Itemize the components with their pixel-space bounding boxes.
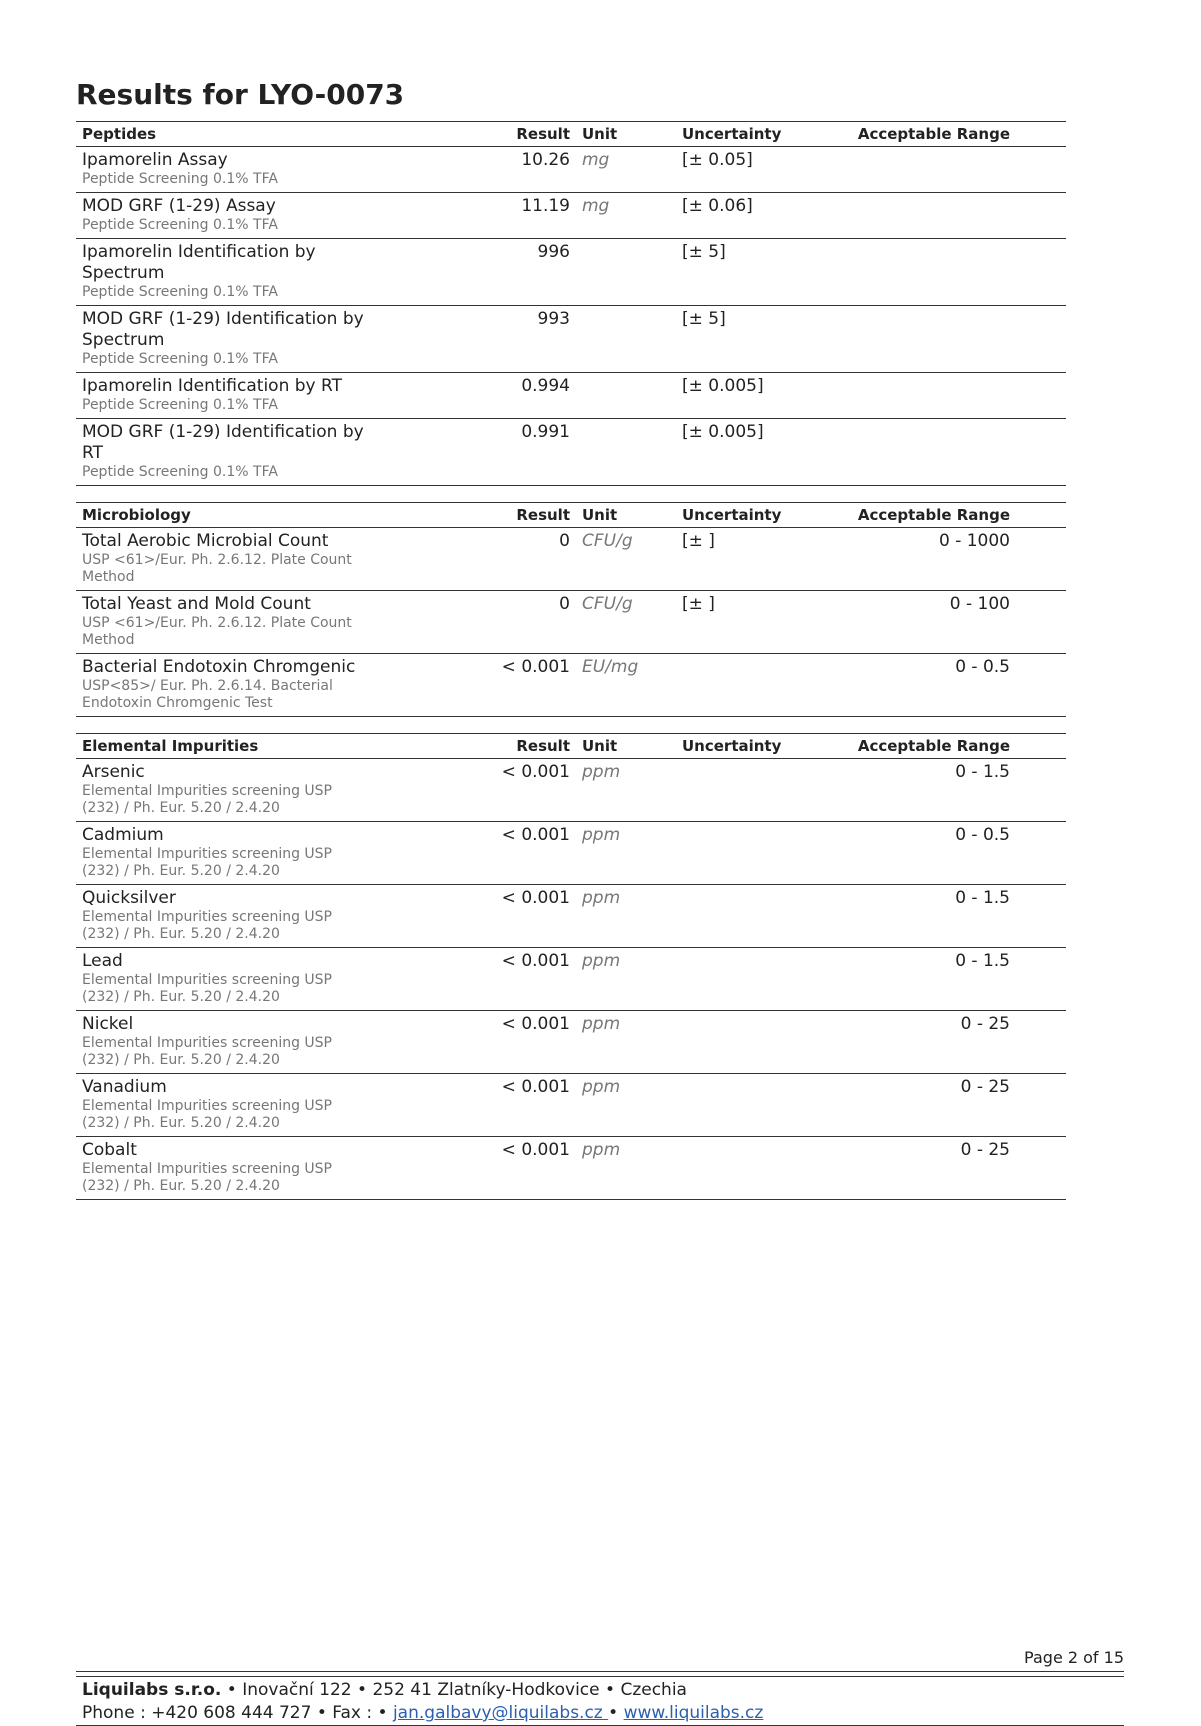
table-row xyxy=(76,147,1066,193)
unit-value xyxy=(576,419,676,486)
unit-value-text: ppm xyxy=(582,1077,621,1097)
result-value: < 0.001 xyxy=(372,948,576,1011)
column-header-spacer xyxy=(1016,122,1066,147)
test-cell xyxy=(76,759,372,822)
link-separator: • xyxy=(608,1703,624,1723)
test-cell xyxy=(76,591,372,654)
acceptable-range-value: 0 - 1.5 xyxy=(826,759,1016,822)
unit-value xyxy=(576,948,676,1011)
test-method: USP <61>/Eur. Ph. 2.6.12. Plate Count Method xyxy=(82,552,352,585)
spacer-cell xyxy=(1016,419,1066,486)
email-link[interactable]: jan.galbavy@liquilabs.cz xyxy=(392,1703,609,1723)
test-method: Peptide Screening 0.1% TFA xyxy=(82,351,278,367)
section-header: Microbiology xyxy=(76,503,372,528)
results-sections xyxy=(76,121,1066,1216)
unit-value xyxy=(576,654,676,717)
table-row xyxy=(76,654,1066,717)
test-name: MOD GRF (1-29) Identification by Spectrum xyxy=(82,309,364,350)
unit-value xyxy=(576,1011,676,1074)
unit-value xyxy=(576,528,676,591)
test-cell xyxy=(76,885,372,948)
spacer-cell xyxy=(1016,528,1066,591)
results-table-elemental-impurities xyxy=(76,733,1066,1200)
column-header-spacer xyxy=(1016,503,1066,528)
test-cell xyxy=(76,1011,372,1074)
column-header-result: Result xyxy=(372,503,576,528)
test-cell xyxy=(76,948,372,1011)
uncertainty-value: [± 0.005] xyxy=(676,373,826,419)
test-name: Ipamorelin Assay xyxy=(82,150,228,170)
test-method: Elemental Impurities screening USP (232) / Ph. Eur. 5.20 / 2.4.20 xyxy=(82,783,333,816)
test-name: Total Yeast and Mold Count xyxy=(82,594,311,614)
column-header-acceptable-range: Acceptable Range xyxy=(826,122,1016,147)
spacer-cell xyxy=(1016,822,1066,885)
test-method: Elemental Impurities screening USP (232) / Ph. Eur. 5.20 / 2.4.20 xyxy=(82,1035,333,1068)
acceptable-range-value: 0 - 1000 xyxy=(826,528,1016,591)
test-method: Peptide Screening 0.1% TFA xyxy=(82,397,278,413)
test-method: Elemental Impurities screening USP (232) / Ph. Eur. 5.20 / 2.4.20 xyxy=(82,909,333,942)
test-method: Elemental Impurities screening USP (232) / Ph. Eur. 5.20 / 2.4.20 xyxy=(82,846,333,879)
spacer-cell xyxy=(1016,239,1066,306)
unit-value-text: ppm xyxy=(582,762,621,782)
result-value: 0 xyxy=(372,591,576,654)
section-header: Elemental Impurities xyxy=(76,734,372,759)
column-header-result: Result xyxy=(372,122,576,147)
test-cell xyxy=(76,528,372,591)
result-value: 0 xyxy=(372,528,576,591)
unit-value-text: EU/mg xyxy=(582,657,639,677)
company-name: Liquilabs s.r.o. xyxy=(82,1680,222,1700)
page-title: Results for LYO-0073 xyxy=(76,78,405,111)
acceptable-range-value xyxy=(826,239,1016,306)
uncertainty-value: [± ] xyxy=(676,528,826,591)
column-header-result: Result xyxy=(372,734,576,759)
company-address: • Inovační 122 • 252 41 Zlatníky-Hodkovice • Czechia xyxy=(221,1680,687,1700)
acceptable-range-value xyxy=(826,147,1016,193)
uncertainty-value xyxy=(676,948,826,1011)
result-value: < 0.001 xyxy=(372,885,576,948)
unit-value xyxy=(576,591,676,654)
unit-value xyxy=(576,147,676,193)
unit-value xyxy=(576,306,676,373)
unit-value-text: CFU/g xyxy=(582,531,633,551)
company-address-line xyxy=(76,1680,1124,1700)
table-row xyxy=(76,885,1066,948)
result-value: < 0.001 xyxy=(372,1011,576,1074)
unit-value xyxy=(576,1074,676,1137)
test-method: Elemental Impurities screening USP (232) / Ph. Eur. 5.20 / 2.4.20 xyxy=(82,972,333,1005)
table-row xyxy=(76,373,1066,419)
table-row xyxy=(76,528,1066,591)
uncertainty-value: [± 5] xyxy=(676,306,826,373)
acceptable-range-value: 0 - 1.5 xyxy=(826,885,1016,948)
result-value: 996 xyxy=(372,239,576,306)
website-link[interactable]: www.liquilabs.cz xyxy=(623,1703,764,1723)
unit-value-text: mg xyxy=(582,196,610,216)
uncertainty-value xyxy=(676,1137,826,1200)
unit-value-text: ppm xyxy=(582,951,621,971)
test-name: Bacterial Endotoxin Chromgenic xyxy=(82,657,356,677)
unit-value xyxy=(576,1137,676,1200)
spacer-cell xyxy=(1016,1011,1066,1074)
table-row xyxy=(76,948,1066,1011)
uncertainty-value: [± 5] xyxy=(676,239,826,306)
unit-value xyxy=(576,759,676,822)
test-cell xyxy=(76,306,372,373)
uncertainty-value: [± 0.06] xyxy=(676,193,826,239)
unit-value-text: ppm xyxy=(582,825,621,845)
section-header: Peptides xyxy=(76,122,372,147)
test-name: Ipamorelin Identification by RT xyxy=(82,376,342,396)
spacer-cell xyxy=(1016,1074,1066,1137)
result-value: 0.991 xyxy=(372,419,576,486)
result-value: < 0.001 xyxy=(372,654,576,717)
unit-value xyxy=(576,373,676,419)
test-name: MOD GRF (1-29) Identification by RT xyxy=(82,422,364,463)
table-header-row xyxy=(76,122,1066,147)
unit-value xyxy=(576,885,676,948)
unit-value-text: mg xyxy=(582,150,610,170)
result-value: 11.19 xyxy=(372,193,576,239)
test-method: Elemental Impurities screening USP (232) / Ph. Eur. 5.20 / 2.4.20 xyxy=(82,1161,333,1194)
table-row xyxy=(76,419,1066,486)
unit-value xyxy=(576,239,676,306)
uncertainty-value xyxy=(676,1074,826,1137)
test-name: Lead xyxy=(82,951,123,971)
unit-value-text: CFU/g xyxy=(582,594,633,614)
result-value: < 0.001 xyxy=(372,1074,576,1137)
unit-value-text: ppm xyxy=(582,888,621,908)
acceptable-range-value xyxy=(826,373,1016,419)
spacer-cell xyxy=(1016,654,1066,717)
test-cell xyxy=(76,147,372,193)
uncertainty-value: [± 0.005] xyxy=(676,419,826,486)
result-value: 0.994 xyxy=(372,373,576,419)
acceptable-range-value: 0 - 25 xyxy=(826,1137,1016,1200)
result-value: < 0.001 xyxy=(372,759,576,822)
acceptable-range-value xyxy=(826,419,1016,486)
unit-value-text: ppm xyxy=(582,1140,621,1160)
test-method: Peptide Screening 0.1% TFA xyxy=(82,217,278,233)
column-header-uncertainty: Uncertainty xyxy=(676,734,826,759)
table-row xyxy=(76,822,1066,885)
table-row xyxy=(76,759,1066,822)
column-header-acceptable-range: Acceptable Range xyxy=(826,503,1016,528)
test-method: Elemental Impurities screening USP (232) / Ph. Eur. 5.20 / 2.4.20 xyxy=(82,1098,333,1131)
column-header-unit: Unit xyxy=(576,503,676,528)
uncertainty-value xyxy=(676,654,826,717)
uncertainty-value: [± 0.05] xyxy=(676,147,826,193)
test-cell xyxy=(76,419,372,486)
test-name: Cadmium xyxy=(82,825,164,845)
test-name: Cobalt xyxy=(82,1140,137,1160)
company-phone-fax: Phone : +420 608 444 727 • Fax : • xyxy=(82,1703,393,1723)
test-method: USP<85>/ Eur. Ph. 2.6.14. Bacterial Endotoxin Chromgenic Test xyxy=(82,678,333,711)
test-method: Peptide Screening 0.1% TFA xyxy=(82,464,278,480)
footer-divider xyxy=(76,1671,1124,1677)
results-table-peptides xyxy=(76,121,1066,486)
spacer-cell xyxy=(1016,1137,1066,1200)
acceptable-range-value: 0 - 25 xyxy=(826,1074,1016,1137)
unit-value xyxy=(576,822,676,885)
test-name: Ipamorelin Identification by Spectrum xyxy=(82,242,316,283)
spacer-cell xyxy=(1016,373,1066,419)
test-cell xyxy=(76,822,372,885)
table-header-row xyxy=(76,503,1066,528)
unit-value-text: ppm xyxy=(582,1014,621,1034)
table-row xyxy=(76,591,1066,654)
acceptable-range-value xyxy=(826,193,1016,239)
result-value: < 0.001 xyxy=(372,822,576,885)
column-header-uncertainty: Uncertainty xyxy=(676,122,826,147)
test-method: Peptide Screening 0.1% TFA xyxy=(82,171,278,187)
test-name: Vanadium xyxy=(82,1077,167,1097)
test-cell xyxy=(76,373,372,419)
test-cell xyxy=(76,1137,372,1200)
acceptable-range-value: 0 - 25 xyxy=(826,1011,1016,1074)
column-header-spacer xyxy=(1016,734,1066,759)
test-name: MOD GRF (1-29) Assay xyxy=(82,196,276,216)
acceptable-range-value: 0 - 0.5 xyxy=(826,822,1016,885)
results-table-microbiology xyxy=(76,502,1066,717)
table-row xyxy=(76,1074,1066,1137)
table-row xyxy=(76,1011,1066,1074)
acceptable-range-value xyxy=(826,306,1016,373)
test-method: Peptide Screening 0.1% TFA xyxy=(82,284,278,300)
acceptable-range-value: 0 - 0.5 xyxy=(826,654,1016,717)
result-value: 993 xyxy=(372,306,576,373)
column-header-unit: Unit xyxy=(576,734,676,759)
spacer-cell xyxy=(1016,591,1066,654)
table-row xyxy=(76,239,1066,306)
column-header-unit: Unit xyxy=(576,122,676,147)
test-method: USP <61>/Eur. Ph. 2.6.12. Plate Count Method xyxy=(82,615,352,648)
uncertainty-value xyxy=(676,822,826,885)
spacer-cell xyxy=(1016,885,1066,948)
test-cell xyxy=(76,654,372,717)
table-row xyxy=(76,193,1066,239)
spacer-cell xyxy=(1016,759,1066,822)
test-cell xyxy=(76,193,372,239)
company-contact-line xyxy=(76,1703,1124,1723)
acceptable-range-value: 0 - 100 xyxy=(826,591,1016,654)
table-header-row xyxy=(76,734,1066,759)
test-name: Quicksilver xyxy=(82,888,176,908)
test-cell xyxy=(76,1074,372,1137)
unit-value xyxy=(576,193,676,239)
table-row xyxy=(76,1137,1066,1200)
test-cell xyxy=(76,239,372,306)
table-row xyxy=(76,306,1066,373)
uncertainty-value: [± ] xyxy=(676,591,826,654)
spacer-cell xyxy=(1016,306,1066,373)
result-value: < 0.001 xyxy=(372,1137,576,1200)
uncertainty-value xyxy=(676,885,826,948)
acceptable-range-value: 0 - 1.5 xyxy=(826,948,1016,1011)
uncertainty-value xyxy=(676,759,826,822)
spacer-cell xyxy=(1016,948,1066,1011)
page-footer xyxy=(76,1648,1124,1726)
spacer-cell xyxy=(1016,193,1066,239)
column-header-acceptable-range: Acceptable Range xyxy=(826,734,1016,759)
column-header-uncertainty: Uncertainty xyxy=(676,503,826,528)
spacer-cell xyxy=(1016,147,1066,193)
test-name: Total Aerobic Microbial Count xyxy=(82,531,329,551)
uncertainty-value xyxy=(676,1011,826,1074)
result-value: 10.26 xyxy=(372,147,576,193)
test-name: Arsenic xyxy=(82,762,145,782)
page-number: Page 2 of 15 xyxy=(1024,1648,1124,1667)
test-name: Nickel xyxy=(82,1014,134,1034)
